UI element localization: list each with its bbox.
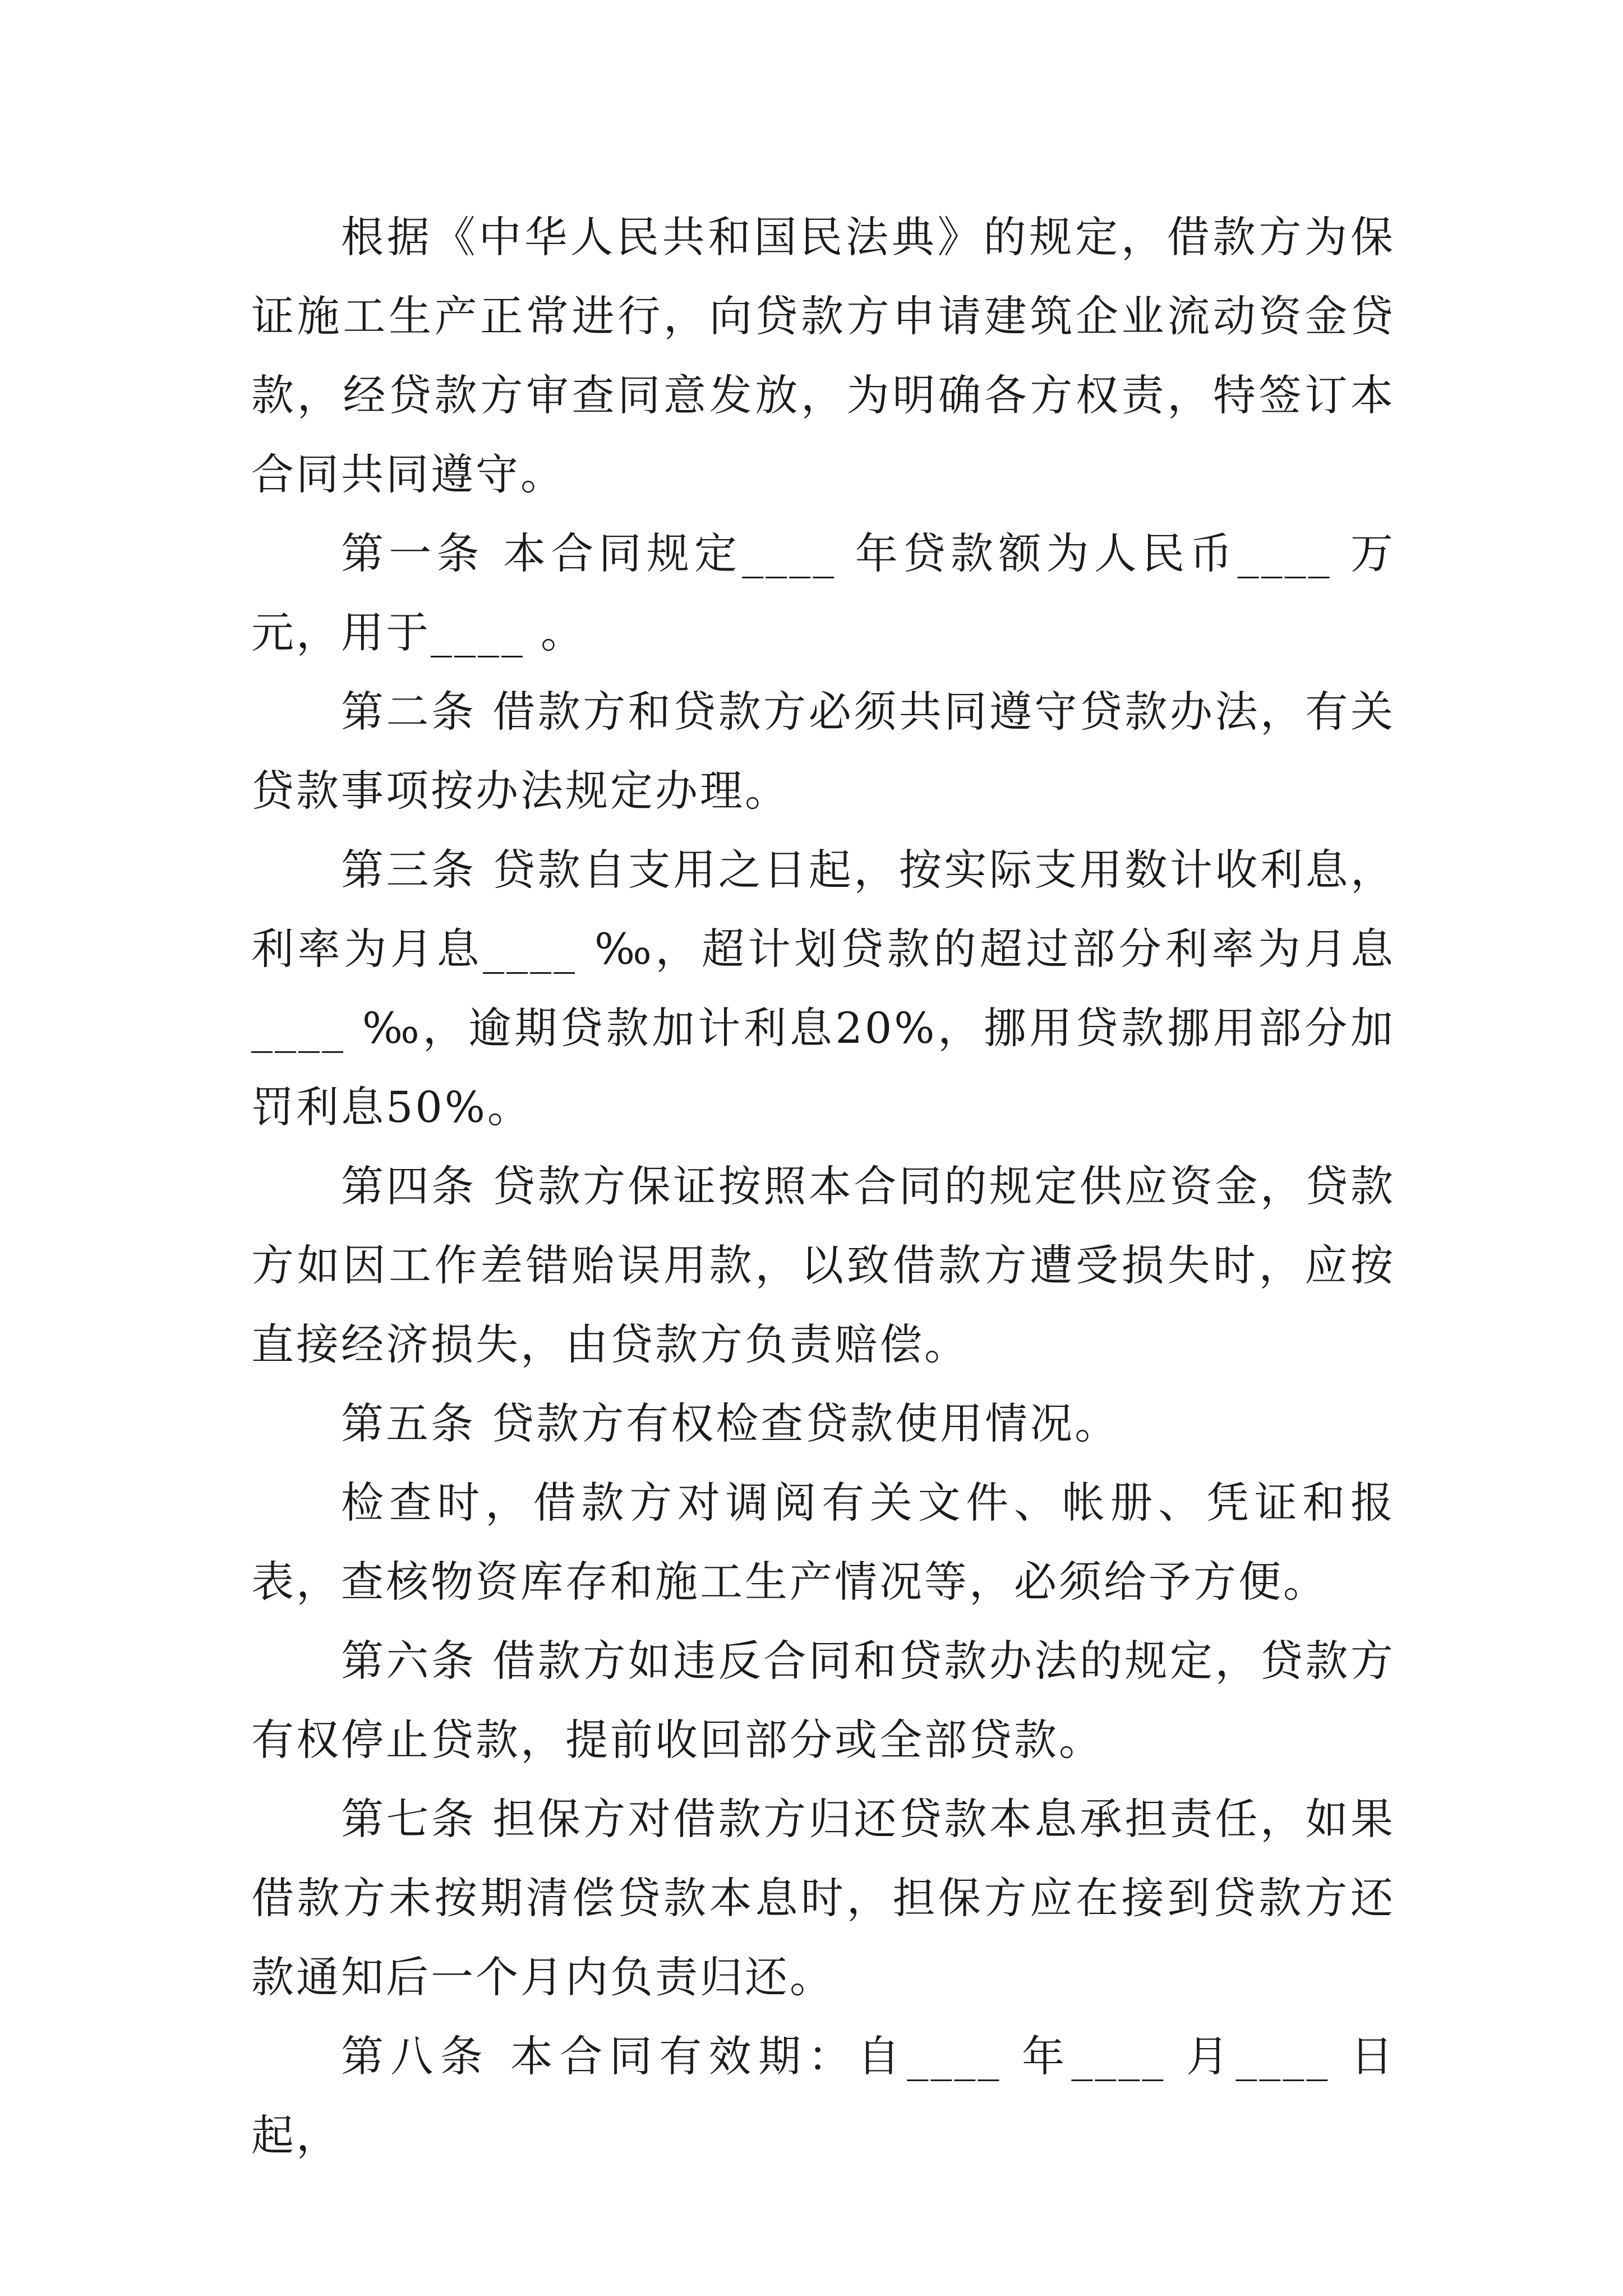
paragraph-preamble: 根据《中华人民共和国民法典》的规定，借款方为保证施工生产正常进行，向贷款方申请建筑企业流动资金贷款，经贷款方审查同意发放，为明确各方权责，特签订本合同共同遵守。 — [251, 212, 1395, 499]
paragraph-article-5: 第五条 贷款方有权检查贷款使用情况。 — [341, 1398, 1120, 1448]
contract-body — [251, 197, 1395, 2175]
paragraph-article-6: 第六条 借款方如违反合同和贷款办法的规定，贷款方有权停止贷款，提前收回部分或全部贷款。 — [251, 1636, 1395, 1765]
paragraph-article-1: 第一条 本合同规定____ 年贷款额为人民币____ 万元，用于____ 。 — [251, 528, 1395, 657]
paragraph-article-3: 第三条 贷款自支用之日起，按实际支用数计收利息，利率为月息____ ‰，超计划贷款的超过部分利率为月息____ ‰，逾期贷款加计利息20%，挪用贷款挪用部分加罚利息50%。 — [251, 845, 1395, 1132]
paragraph-article-4: 第四条 贷款方保证按照本合同的规定供应资金，贷款方如因工作差错贻误用款，以致借款方遭受损失时，应按直接经济损失，由贷款方负责赔偿。 — [251, 1161, 1395, 1369]
paragraph-article-2: 第二条 借款方和贷款方必须共同遵守贷款办法，有关贷款事项按办法规定办理。 — [251, 687, 1395, 816]
paragraph-article-8: 第八条 本合同有效期：自____ 年____ 月____ 日起， — [251, 2031, 1395, 2160]
paragraph-inspection: 检查时，借款方对调阅有关文件、帐册、凭证和报表，查核物资库存和施工生产情况等，必须给予方便。 — [251, 1478, 1395, 1607]
paragraph-article-7: 第七条 担保方对借款方归还贷款本息承担责任，如果借款方未按期清偿贷款本息时，担保方应在接到贷款方还款通知后一个月内负责归还。 — [251, 1794, 1395, 2002]
